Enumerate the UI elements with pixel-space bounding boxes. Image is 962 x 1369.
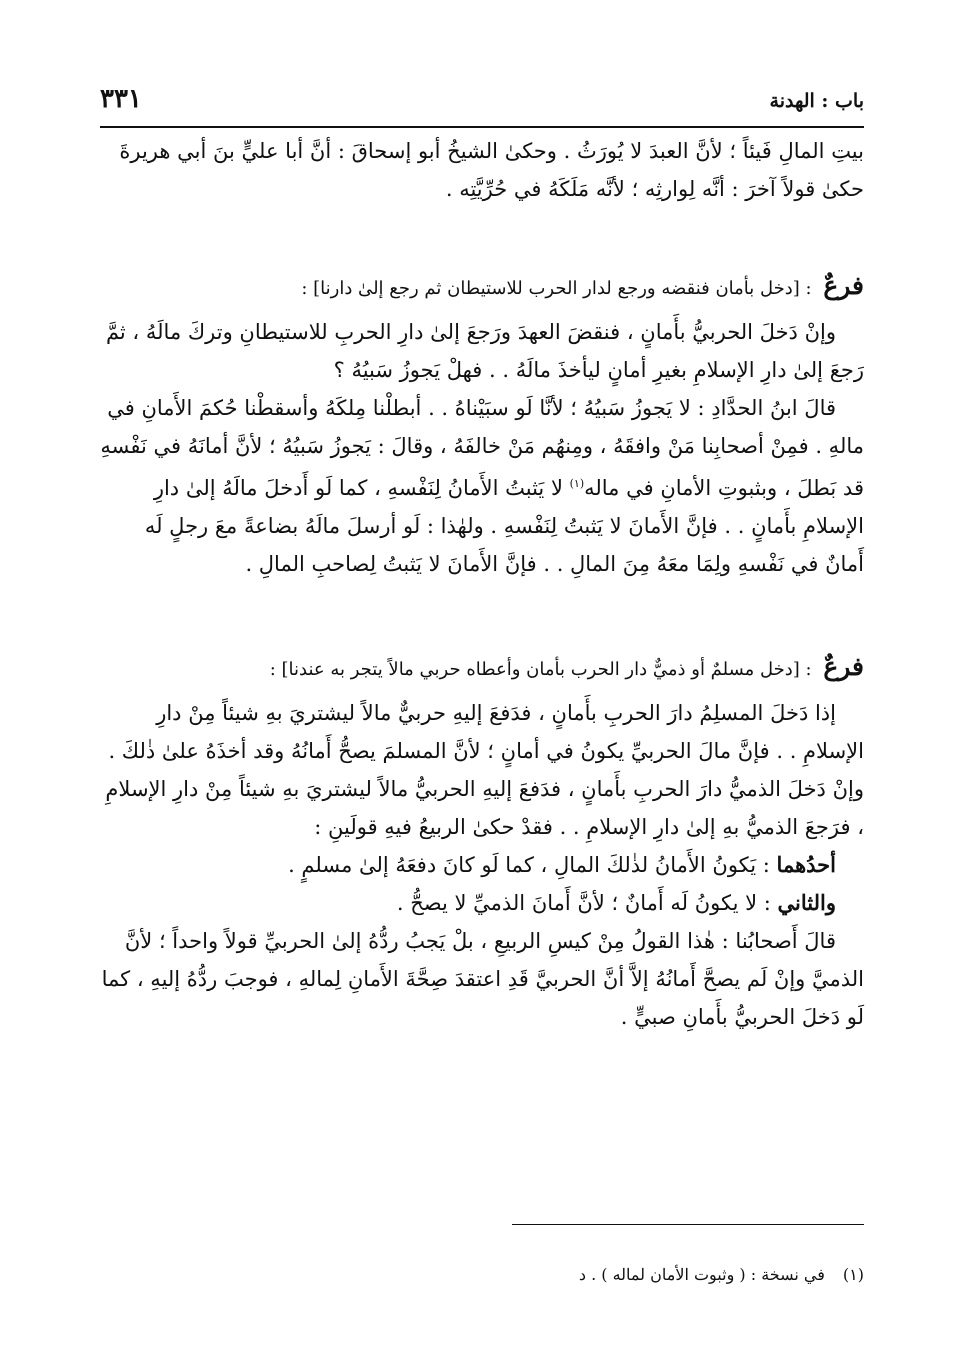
- paragraph: وإنْ دَخلَ الحربيُّ بأَمانٍ ، فنقضَ العهدَ ورَجعَ إلىٰ دارِ الحربِ للاستيطانِ وتركَ مالَهُ ، ثمَّ رَجعَ إلىٰ دارِ الإسلامِ بغيرِ أمانٍ ليأخذَ مالَهُ . . فهلْ يَجوزُ سَبيُهُ ؟: [105, 320, 864, 382]
- section-gap: [100, 208, 864, 266]
- paragraph-continued: بيتِ المالِ فَيئاً ؛ لأنَّ العبدَ لا يُورَثُ . وحكىٰ الشيخُ أبو إسحاقَ : أنَّ أبا عليٍّ بنَ أبي هريرةَ حكىٰ قولاً آخرَ : أنَّه لِوارثِه ؛ لأنَّه مَلَكَهُ في حُرِّيَّتِه .: [119, 139, 864, 201]
- footnote-marker: (١): [569, 477, 585, 490]
- opinion-item: [100, 846, 864, 884]
- footnote-text: في نسخة : ( وثبوت الأمان لماله ) . د: [578, 1265, 825, 1284]
- section-gap: [100, 583, 864, 647]
- paragraph-text: لا يَثبتُ الأَمانُ لِنَفْسهِ ، كما لَو أَدخلَ مالَهُ إلىٰ دارِ الإسلامِ بأَمانٍ . . فإنَّ الأَمانَ لا يَثبتُ لِنَفْسهِ . ولهٰذا : لَو أرسلَ مالَهُ بضاعةً معَ رجلٍ لَه أَمانٌ في نَفْسهِ ولِمَا معَهُ مِنَ المالِ . . فإنَّ الأَمانَ لا يَثبتُ لِصاحبِ المالِ .: [144, 476, 864, 576]
- opinion-item: [100, 884, 864, 922]
- footnote-number: (١): [842, 1265, 864, 1284]
- page-body: [100, 132, 864, 1036]
- section-heading-1: [100, 266, 864, 309]
- section-label: فرعٌ: [823, 652, 864, 681]
- paragraph: قالَ أَصحابُنا : هٰذا القولُ مِنْ كيسِ الربيعِ ، بلْ يَجبُ ردُّهُ إلىٰ الحربيِّ قولاً واحداً ؛ لأنَّ الذميَّ وإنْ لَم يصحَّ أَمانُهُ إلاَّ أنَّ الحربيَّ قَدِ اعتقدَ صِحَّةَ الأَمانِ لِمالهِ ، فوجبَ ردُّهُ إليهِ ، كما لَو دَخلَ الحربيُّ بأَمانِ صبيٍّ .: [101, 929, 864, 1029]
- section-heading-2: [100, 647, 864, 690]
- footnote: [100, 1262, 864, 1288]
- chapter-title: باب : الهدنة: [769, 90, 864, 112]
- paragraph: إذا دَخلَ المسلِمُ دارَ الحربِ بأَمانٍ ، فدَفعَ إليهِ حربيٌّ مالاً ليشتريَ بهِ شيئاً مِنْ دارِ الإسلامِ . . فإنَّ مالَ الحربيِّ يكونُ في أمانٍ ؛ لأنَّ المسلمَ يصحُّ أَمانُهُ وقد أخذَهُ علىٰ ذٰلكَ . وإنْ دَخلَ الذميُّ دارَ الحربِ بأَمانٍ ، فدَفعَ إليهِ الحربيُّ مالاً ليشتريَ بهِ شيئاً مِنْ دارِ الإسلامِ ، فرَجعَ الذميُّ بهِ إلىٰ دارِ الإسلامِ . . فقدْ حكىٰ الربيعُ فيهِ قولَينِ :: [105, 701, 864, 839]
- opinion-label: أحدُهما: [776, 852, 836, 877]
- section-title: : [دخل مسلمٌ أو ذميٌّ دار الحرب بأمان وأعطاه حربي مالاً يتجر به عندنا] :: [269, 659, 818, 680]
- paragraph-text: قالَ ابنُ الحدَّادِ : لا يَجوزُ سَبيُهُ ؛ لأنَّا لَو سبَيْناهُ . . أبطلْنا مِلكَهُ وأسقطْنا حُكمَ الأَمانِ في مالهِ . فمِنْ أصحابِنا مَنْ وافقَهُ ، ومِنهُم مَنْ خالفَهُ ، وقالَ : يَجوزُ سَبيُهُ ؛ لأنَّ أمانَهُ في نَفْسهِ قد بَطلَ ، وبثبوتِ الأمانِ في ماله: [100, 396, 864, 500]
- running-header: [100, 84, 864, 124]
- opinion-text: : لا يكونُ لَه أَمانٌ ؛ لأنَّ أَمانَ الذميِّ لا يصحُّ .: [396, 891, 778, 915]
- section-label: فرعٌ: [823, 271, 864, 300]
- opinion-label: والثاني: [777, 890, 836, 915]
- opinion-text: : يَكونُ الأَمانُ لذٰلكَ المالِ ، كما لَو كانَ دفعَهُ إلىٰ مسلمٍ .: [288, 853, 777, 877]
- page-number: ٣٣١: [100, 84, 142, 114]
- footnote-rule: [512, 1224, 864, 1225]
- header-rule: [100, 126, 864, 128]
- section-title: : [دخل بأمان فنقضه ورجع لدار الحرب للاستيطان ثم رجع إلىٰ دارنا] :: [301, 278, 818, 299]
- paragraph: [100, 389, 864, 583]
